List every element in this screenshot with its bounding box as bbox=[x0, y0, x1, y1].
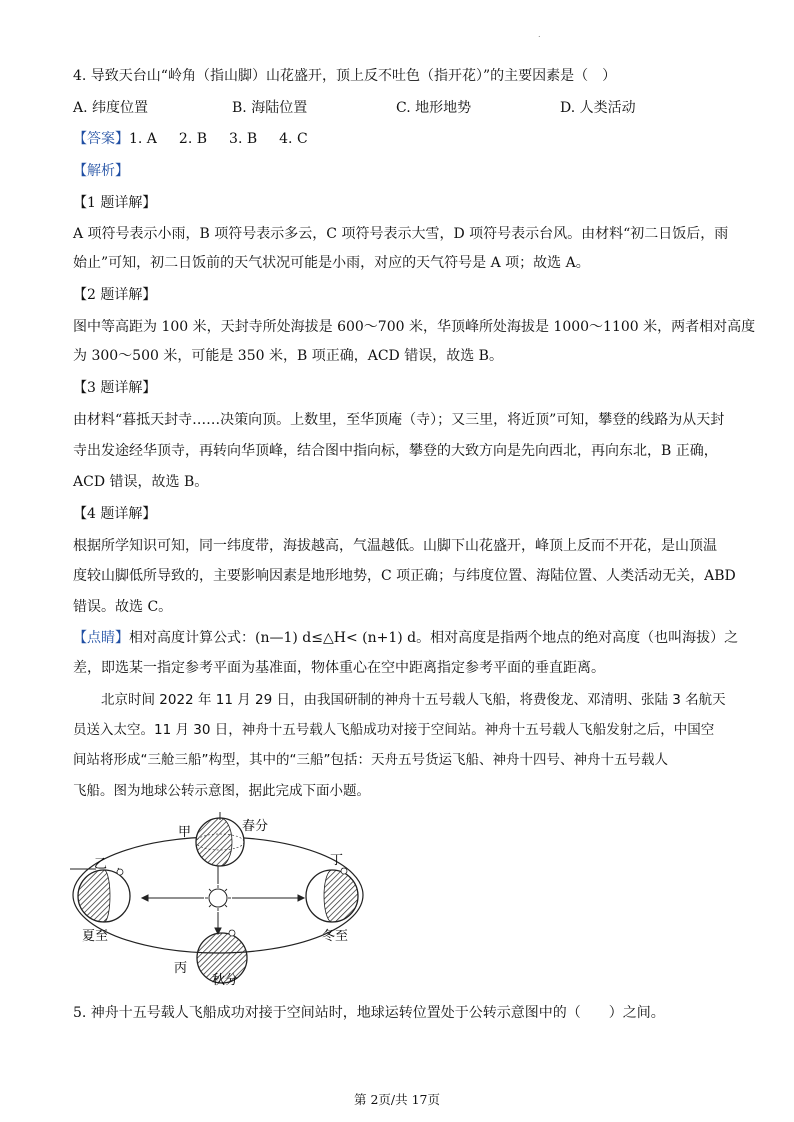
detail-4-line-1: 根据所学知识可知，同一纬度带，海拔越高，气温越低。山脚下山花盛开，峰顶上反而不开花，是山顶温 bbox=[73, 538, 717, 554]
page-corner-mark: . bbox=[538, 30, 541, 39]
passage-line-3: 间站将形成“三舱三船”构型，其中的“三船”包括：天舟五号货运飞船、神舟十四号、神舟十五号载人 bbox=[73, 752, 668, 768]
label-bing: 丙 bbox=[174, 961, 188, 976]
detail-3-line-3: ACD 错误，故选 B。 bbox=[73, 474, 209, 490]
q4-option-b: B. 海陆位置 bbox=[232, 100, 308, 116]
earth-position-ding bbox=[306, 868, 358, 922]
detail-2-heading: 【2 题详解】 bbox=[73, 287, 157, 303]
label-ding: 丁 bbox=[330, 853, 344, 868]
q4-stem: 4. 导致天台山“岭角（指山脚）山花盛开，顶上反不吐色（指开花）”的主要因素是（ ） bbox=[73, 68, 617, 84]
passage-line-4: 飞船。图为地球公转示意图，据此完成下面小题。 bbox=[73, 783, 370, 799]
detail-3-line-1: 由材料“暮抵天封寺……决策向顶。上数里，至华顶庵（寺）；又三里，将近顶”可知，攀登的线路为从天封 bbox=[73, 412, 725, 428]
q4-option-d: D. 人类活动 bbox=[560, 100, 636, 116]
answer-item-2: 2. B bbox=[178, 131, 208, 147]
detail-1-line-1: A 项符号表示小雨，B 项符号表示多云，C 项符号表示大雪，D 项符号表示台风。由材料“初二日饭后，雨 bbox=[73, 226, 729, 242]
label-spring-equinox: 春分 bbox=[242, 819, 269, 834]
tip-tag: 【点睛】 bbox=[73, 630, 129, 646]
detail-2-line-1: 图中等高距为 100 米，天封寺所处海拔是 600～700 米，华顶峰所处海拔是 1000～1100 米，两者相对高度 bbox=[73, 319, 756, 335]
tip-line-1 bbox=[73, 628, 738, 648]
answer-item-4: 4. C bbox=[279, 131, 308, 147]
answer-tag: 【答案】 bbox=[73, 131, 129, 147]
detail-2-line-2: 为 300～500 米，可能是 350 米，B 项正确，ACD 错误，故选 B。 bbox=[73, 348, 503, 364]
detail-4-heading: 【4 题详解】 bbox=[73, 506, 157, 522]
detail-4-line-2: 度较山脚低所导致的，主要影响因素是地形地势，C 项正确；与纬度位置、海陆位置、人类活动无关，ABD bbox=[73, 568, 736, 584]
passage-line-1: 北京时间 2022 年 11 月 29 日，由我国研制的神舟十五号载人飞船，将费俊龙、邓清明、张陆 3 名航天 bbox=[101, 692, 726, 708]
earth-position-jia bbox=[196, 812, 244, 866]
detail-3-heading: 【3 题详解】 bbox=[73, 380, 157, 396]
earth-position-yi bbox=[78, 868, 130, 922]
detail-1-heading: 【1 题详解】 bbox=[73, 195, 157, 211]
earth-revolution-diagram bbox=[60, 812, 380, 988]
label-autumn-equinox: 秋分 bbox=[212, 973, 239, 988]
q4-option-a: A. 纬度位置 bbox=[73, 100, 149, 116]
page-number: 第 2页/共 17页 bbox=[353, 1092, 441, 1107]
detail-3-line-2: 寺出发途经华顶寺，再转向华顶峰，结合图中指向标，攀登的大致方向是先向西北，再向东北，B 正确， bbox=[73, 443, 718, 459]
sun-icon bbox=[205, 885, 231, 911]
label-jia: 甲 bbox=[178, 825, 192, 840]
q5-stem: 5. 神舟十五号载人飞船成功对接于空间站时，地球运转位置处于公转示意图中的（ ）之间。 bbox=[73, 1005, 665, 1021]
q4-option-c: C. 地形地势 bbox=[396, 100, 472, 116]
label-summer-solstice: 夏至 bbox=[82, 929, 109, 944]
label-yi: 乙 bbox=[94, 857, 108, 872]
label-winter-solstice: 冬至 bbox=[322, 929, 349, 944]
tip-text-1: 相对高度计算公式：(n—1) d≤△H< (n+1) d。相对高度是指两个地点的绝对高度（也叫海拔）之 bbox=[129, 630, 739, 646]
detail-4-line-3: 错误。故选 C。 bbox=[73, 599, 173, 615]
answer-item-1: 1. A bbox=[129, 131, 157, 147]
answer-line bbox=[73, 129, 330, 149]
tip-line-2: 差，即选某一指定参考平面为基准面，物体重心在空中距离指定参考平面的垂直距离。 bbox=[73, 660, 605, 676]
detail-1-line-2: 始止”可知，初二日饭前的天气状况可能是小雨，对应的天气符号是 A 项；故选 A。 bbox=[73, 255, 590, 271]
passage-line-2: 员送入太空。11 月 30 日，神舟十五号载人飞船成功对接于空间站。神舟十五号载人飞船发射之后，中国空 bbox=[73, 722, 715, 738]
analysis-tag: 【解析】 bbox=[73, 163, 129, 179]
answer-item-3: 3. B bbox=[229, 131, 258, 147]
